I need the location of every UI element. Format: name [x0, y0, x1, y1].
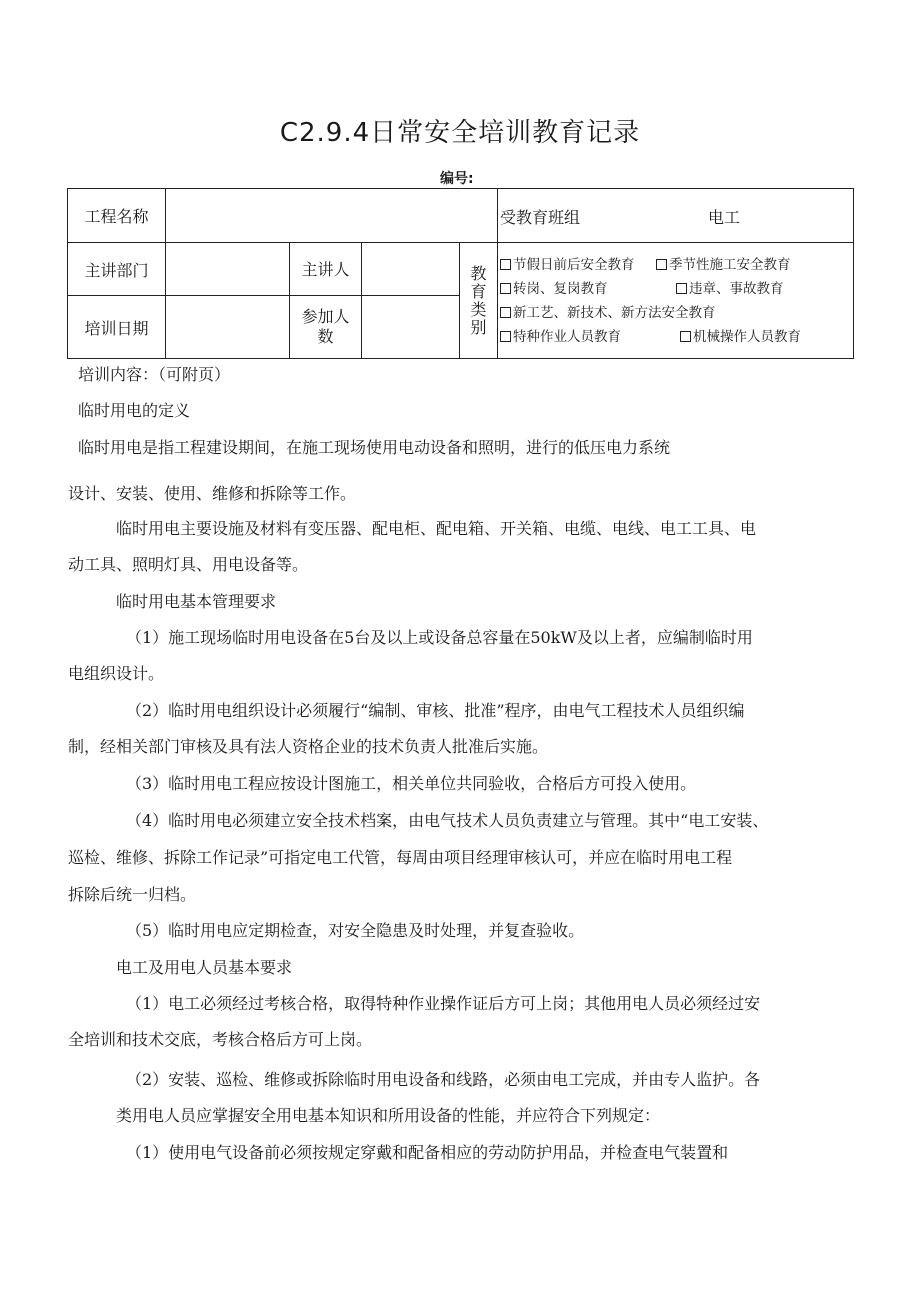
content-line: （2）临时用电组织设计必须履行“编制、审核、批准”程序，由电气工程技术人员组织编 [126, 701, 745, 720]
content-line: （1）电工必须经过考核合格，取得特种作业操作证后方可上岗；其他用电人员必须经过安 [126, 994, 761, 1013]
category-option: 特种作业人员教育 [513, 329, 621, 345]
category-option: 机械操作人员教育 [693, 329, 801, 345]
lecturer-value [362, 243, 460, 296]
content-line: 拆除后统一归档。 [68, 885, 197, 904]
content-line: （4）临时用电必须建立安全技术档案，由电气技术人员负责建立与管理。其中“电工安装、 [126, 811, 769, 830]
content-line: 制，经相关部门审核及具有法人资格企业的技术负责人批准后实施。 [68, 737, 549, 756]
content-line: 类用电人员应掌握安全用电基本知识和所用设备的性能，并应符合下列规定： [116, 1106, 661, 1125]
trained-group-label: 受教育班组 [500, 208, 581, 227]
content-line: 临时用电是指工程建设期间，在施工现场使用电动设备和照明，进行的低压电力系统 [78, 438, 671, 457]
checkbox-icon[interactable] [676, 283, 687, 294]
lecture-dept-value [166, 243, 290, 296]
content-line: 临时用电主要设施及材料有变压器、配电柜、配电箱、开关箱、电缆、电线、电工工具、电 [116, 519, 757, 538]
attendees-value [362, 296, 460, 359]
content-line: （1）施工现场临时用电设备在5台及以上或设备总容量在50kW及以上者，应编制临时用 [126, 628, 753, 647]
trained-group-cell [498, 189, 854, 243]
category-option: 违章、事故教育 [689, 281, 784, 297]
content-line: （1）使用电气设备前必须按规定穿戴和配备相应的劳动防护用品，并检查电气装置和 [126, 1143, 729, 1162]
content-header: 培训内容：（可附页） [78, 365, 231, 384]
category-label-text: 教育类别 [470, 263, 487, 337]
content-line: 全培训和技术交底，考核合格后方可上岗。 [68, 1030, 373, 1049]
content-line: 电组织设计。 [68, 664, 165, 683]
attendees-label [290, 296, 362, 359]
training-date-label: 培训日期 [68, 296, 166, 359]
category-option: 季节性施工安全教育 [669, 257, 791, 273]
training-date-value [166, 296, 290, 359]
category-option: 新工艺、新技术、新方法安全教育 [513, 305, 716, 321]
training-record-table [67, 188, 854, 359]
lecturer-label: 主讲人 [290, 243, 362, 296]
checkbox-icon[interactable] [656, 259, 667, 270]
content-line: （5）临时用电应定期检查，对安全隐患及时处理，并复查验收。 [126, 921, 585, 940]
project-name-label: 工程名称 [68, 189, 166, 243]
content-line: （2）安装、巡检、维修或拆除临时用电设备和线路，必须由电工完成，并由专人监护。各 [126, 1070, 761, 1089]
lecture-dept-label: 主讲部门 [68, 243, 166, 296]
content-line: 临时用电的定义 [78, 401, 191, 420]
category-options [498, 243, 854, 359]
trained-group-value: 电工 [708, 208, 741, 227]
category-option: 转岗、复岗教育 [513, 281, 608, 297]
checkbox-icon[interactable] [500, 307, 511, 318]
project-name-value [166, 189, 498, 243]
content-line: 动工具、照明灯具、用电设备等。 [68, 555, 309, 574]
category-option: 节假日前后安全教育 [513, 257, 635, 273]
attendees-label-text: 参加人数 [301, 307, 350, 346]
content-line: （3）临时用电工程应按设计图施工，相关单位共同验收，合格后方可投入使用。 [126, 774, 697, 793]
page-title: C2.9.4日常安全培训教育记录 [279, 118, 641, 148]
content-line: 临时用电基本管理要求 [116, 592, 277, 611]
content-line: 电工及用电人员基本要求 [116, 958, 293, 977]
checkbox-icon[interactable] [680, 331, 691, 342]
checkbox-icon[interactable] [500, 283, 511, 294]
checkbox-icon[interactable] [500, 259, 511, 270]
checkbox-icon[interactable] [500, 331, 511, 342]
category-label [460, 243, 498, 359]
content-line: 巡检、维修、拆除工作记录”可指定电工代管，每周由项目经理审核认可，并应在临时用电工程 [68, 848, 733, 867]
document-number-label: 编号: [440, 171, 474, 187]
content-line: 设计、安装、使用、维修和拆除等工作。 [68, 484, 357, 503]
